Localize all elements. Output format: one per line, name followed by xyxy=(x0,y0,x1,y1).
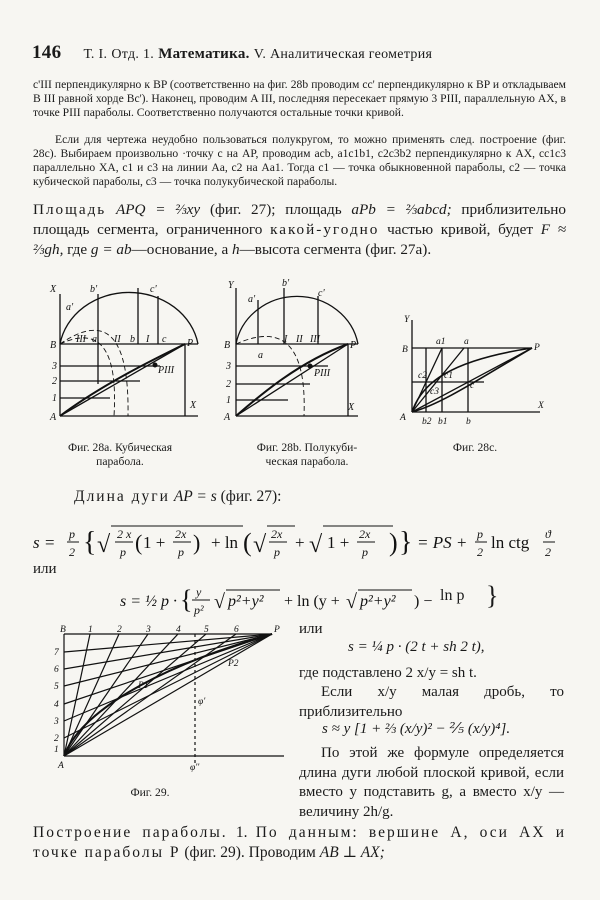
area-end: —высота сегмента (фиг. 27a). xyxy=(239,241,432,258)
svg-text:2x: 2x xyxy=(359,527,371,541)
fig29-label: φ' xyxy=(198,697,206,707)
fig28c-label: P xyxy=(534,343,540,353)
fig28b-label: c' xyxy=(318,288,325,299)
general-rule: По этой же формуле определяется длина дуги любой плоской кривой, если вместо y подставить g, а вместо x/y — величину 2h/g. xyxy=(299,745,564,820)
substitution: где подставлено 2 x/y = sh t. xyxy=(299,665,477,681)
fig28a-label: c xyxy=(162,334,167,345)
fig28c-label: b1 xyxy=(438,417,448,427)
svg-text:) −: ) − xyxy=(414,593,433,610)
area-paragraph xyxy=(33,200,566,260)
arc-formula-2-rhs: ln p xyxy=(440,587,465,604)
svg-text:p: p xyxy=(69,527,75,541)
construction-ref: (фиг. 29). Проводим xyxy=(184,844,316,861)
section-label: Отд. 1. xyxy=(111,47,155,62)
fig28c-label: a1 xyxy=(436,337,446,347)
area-mid5: —основание, а xyxy=(131,241,229,258)
fig28a-label: b xyxy=(130,334,135,345)
chapter-label: V. Аналитическая геометрия xyxy=(253,47,433,62)
svg-text:p²+y²: p²+y² xyxy=(360,593,396,610)
or-1: или xyxy=(33,561,57,577)
arc-length-heading xyxy=(74,488,281,506)
fig28a-label: X xyxy=(50,284,57,295)
arc-ref: (фиг. 27): xyxy=(220,488,282,505)
svg-text:s = ½ p ·: s = ½ p · xyxy=(120,593,178,610)
svg-text:p²: p² xyxy=(194,603,204,617)
fig29-label: 6 xyxy=(54,665,59,675)
fig29-label: 1 xyxy=(88,625,93,635)
svg-text:= PS +: = PS + xyxy=(417,533,468,552)
svg-text:(: ( xyxy=(243,528,252,557)
fig-28a xyxy=(40,276,215,421)
fig28b-label: a' xyxy=(248,294,256,305)
svg-text:2: 2 xyxy=(477,545,483,559)
construction-paragraph xyxy=(33,823,566,863)
area-apq: APQ = ⅔xy xyxy=(116,201,201,218)
fig29-label: P2 xyxy=(228,659,239,669)
area-mid3: частью кривой, будет xyxy=(387,221,534,238)
construction-paragraph-2: Если для чертежа неудобно пользоваться полукругом, то можно применять след. построение (фиг. 28c). Выбираем произвольно ·точку c на AP, проводим acb, a1c1b1, c2c3b2 перпендикулярно к AX, cc1c3 параллельно XA, c1 и c3 на линии Aa, c2 на Aa1. Тогда c1 — точка обыкновенной параболы, c2 — точка кубической параболы, c3 — точка полукубической параболы. xyxy=(33,133,566,188)
construction-ab: AB ⊥ AX; xyxy=(319,844,385,861)
fig28a-caption xyxy=(45,441,195,469)
fig28a-label: II xyxy=(114,334,121,345)
fig29-label: 3 xyxy=(54,717,59,727)
fig28b-label: PIII xyxy=(314,368,331,379)
fig28c-caption: Фиг. 28c. xyxy=(452,441,498,454)
fig28c-label: c2 xyxy=(418,371,427,381)
area-mid2: приблизительно площадь сегмента, ограниченного xyxy=(33,201,567,238)
svg-text:2x: 2x xyxy=(175,527,187,541)
fig28a-label: P xyxy=(187,338,194,349)
if-small: Если x/y малая дробь, то приблизительно xyxy=(299,684,564,720)
svg-text:): ) xyxy=(193,530,201,555)
fig28b-label: a xyxy=(258,350,263,361)
fig28c-label: Y xyxy=(404,315,410,325)
fig29-label: 2 xyxy=(117,625,122,635)
fig29-label: 3 xyxy=(146,625,151,635)
fig28c-label: A xyxy=(400,413,406,423)
construction-title: Построение параболы. xyxy=(33,824,228,841)
area-apb: aPb = ⅔abcd; xyxy=(351,201,452,218)
svg-text:p: p xyxy=(120,545,126,559)
fig28a-label: 2 xyxy=(52,376,57,387)
fig28a-label: B xyxy=(50,340,57,351)
arc-formula-2-brace: } xyxy=(486,581,499,610)
construction-given: По данным: вершине A, оси AX и точке параболы P xyxy=(33,824,567,861)
fig28b-label: Y xyxy=(228,280,234,291)
fig28a-label: X xyxy=(190,400,197,411)
fig28a-label: I xyxy=(146,334,150,345)
area-spaced: какой-угодно xyxy=(270,221,380,238)
fig29-label: A xyxy=(58,761,64,771)
fig29-label: φ'' xyxy=(190,763,200,773)
area-g: g = ab xyxy=(90,241,132,258)
fig28c-label: c xyxy=(470,381,475,391)
fig28b-label: I xyxy=(284,334,288,345)
svg-text:p: p xyxy=(274,545,280,559)
svg-text:2x: 2x xyxy=(271,527,283,541)
fig28a-label: 3 xyxy=(52,361,57,372)
page-number: 146 xyxy=(32,42,62,63)
volume-label: Т. I. xyxy=(83,47,108,62)
construction-item: 1. xyxy=(235,824,248,841)
fig28c-label: c1 xyxy=(444,371,453,381)
svg-text:s =: s = xyxy=(33,533,56,552)
fig29-label: 6 xyxy=(234,625,239,635)
svg-text:+ ln: + ln xyxy=(211,533,239,552)
svg-text:ϑ: ϑ xyxy=(545,527,551,541)
fig28b-label: 1 xyxy=(226,395,231,406)
svg-text:}: } xyxy=(399,527,413,558)
area-lead: Площадь xyxy=(33,201,107,218)
fig29-label: 1 xyxy=(54,745,59,755)
fig-29 xyxy=(40,624,290,774)
approx-formula: s ≈ y [1 + ⅔ (x/y)² − ⅖ (x/y)⁴]. xyxy=(322,721,511,737)
arc-formula-1 xyxy=(33,518,573,571)
arc-lead: Длина дуги xyxy=(74,488,170,505)
fig29-label: B xyxy=(60,625,66,635)
svg-text:√: √ xyxy=(253,532,267,558)
fig28a-caption-line2: парабола. xyxy=(96,455,144,468)
fig28b-label: A xyxy=(224,412,231,422)
fig28a-label: PIII xyxy=(158,365,175,376)
fig28c-label: a xyxy=(464,337,469,347)
fig28b-caption xyxy=(232,441,382,469)
svg-text:2: 2 xyxy=(545,545,551,559)
or-2: или xyxy=(299,621,323,637)
fig28a-label: 1 xyxy=(52,393,57,404)
fig28b-caption-line1: Фиг. 28b. Полукуби- xyxy=(256,441,358,454)
svg-text:1 +: 1 + xyxy=(327,533,350,552)
svg-text:+ ln (y +: + ln (y + xyxy=(284,593,340,610)
svg-text:p²+y²: p²+y² xyxy=(228,593,264,610)
fig29-label: 5 xyxy=(54,682,59,692)
area-mid4: где xyxy=(67,241,88,258)
fig28b-label: X xyxy=(348,402,355,413)
fig-28b xyxy=(218,272,368,422)
arc-formula-1-svg xyxy=(33,518,573,566)
fig28a-label: c' xyxy=(150,284,157,295)
svg-text:ln ctg: ln ctg xyxy=(491,533,530,552)
formula-3: s = ¼ p · (2 t + sh 2 t), xyxy=(348,639,485,655)
fig29-label: 2 xyxy=(54,734,59,744)
svg-text:1 +: 1 + xyxy=(143,533,166,552)
fig28c-label: b2 xyxy=(422,417,432,427)
svg-text:√: √ xyxy=(346,591,357,613)
fig28a-label: a xyxy=(92,334,97,345)
fig29-label: 5 xyxy=(204,625,209,635)
svg-text:√: √ xyxy=(97,532,111,558)
fig28a-label: a' xyxy=(66,302,74,313)
svg-text:{: { xyxy=(83,527,97,558)
fig28a-label: A xyxy=(50,412,57,421)
svg-text:2 x: 2 x xyxy=(117,527,132,541)
fig29-label: P xyxy=(274,625,280,635)
fig29-label: 4 xyxy=(176,625,181,635)
fig29-caption: Фиг. 29. xyxy=(130,786,170,799)
svg-text:y: y xyxy=(196,585,202,599)
svg-text:): ) xyxy=(389,528,398,557)
svg-text:+: + xyxy=(295,533,305,552)
area-h: h xyxy=(232,241,240,258)
svg-text:{: { xyxy=(180,585,193,614)
fig28c-label: X xyxy=(538,401,544,411)
area-formula: F ≈ ⅔gh, xyxy=(33,221,567,258)
fig28b-label: b' xyxy=(282,278,290,289)
fig29-label: 7 xyxy=(54,648,59,658)
fig28a-caption-line1: Фиг. 28a. Кубическая xyxy=(67,441,173,454)
fig28c-label: B xyxy=(402,345,408,355)
svg-text:p: p xyxy=(362,545,368,559)
arc-eq: AP = s xyxy=(173,488,217,505)
svg-text:√: √ xyxy=(309,532,323,558)
fig28b-label: III xyxy=(310,334,320,345)
subject-label: Математика. xyxy=(158,46,250,62)
area-mid1: (фиг. 27); площадь xyxy=(209,201,342,218)
svg-text:(: ( xyxy=(135,530,143,555)
fig28b-caption-line2: ческая парабола. xyxy=(265,455,349,468)
fig28a-label: b' xyxy=(90,284,98,295)
page-header xyxy=(32,42,572,64)
fig28b-label: P xyxy=(350,340,357,351)
fig28b-label: B xyxy=(224,340,231,351)
construction-paragraph-1: c'III перпендикулярно к BP (соответственно на фиг. 28b проводим cc' перпендикулярно к BP и откладываем B III равной хорде Bc'). Наконец, проводим A III, последняя пересекает прямую 3 PIII, параллельную AX, в точке PIII параболы. Соответственно получаются остальные точки кривой. xyxy=(33,78,566,119)
fig28c-label: b xyxy=(466,417,471,427)
svg-text:2: 2 xyxy=(69,545,75,559)
svg-text:p: p xyxy=(477,527,483,541)
fig28b-label: II xyxy=(296,334,303,345)
fig-28c xyxy=(392,312,552,427)
fig29-label: P1 xyxy=(138,681,149,691)
fig28b-label: 2 xyxy=(226,379,231,390)
svg-text:√: √ xyxy=(214,591,225,613)
fig28a-label: III xyxy=(76,334,86,345)
svg-text:p: p xyxy=(178,545,184,559)
fig28c-label: c3 xyxy=(430,387,439,397)
fig29-label: 4 xyxy=(54,700,59,710)
fig28b-label: 3 xyxy=(226,361,231,372)
